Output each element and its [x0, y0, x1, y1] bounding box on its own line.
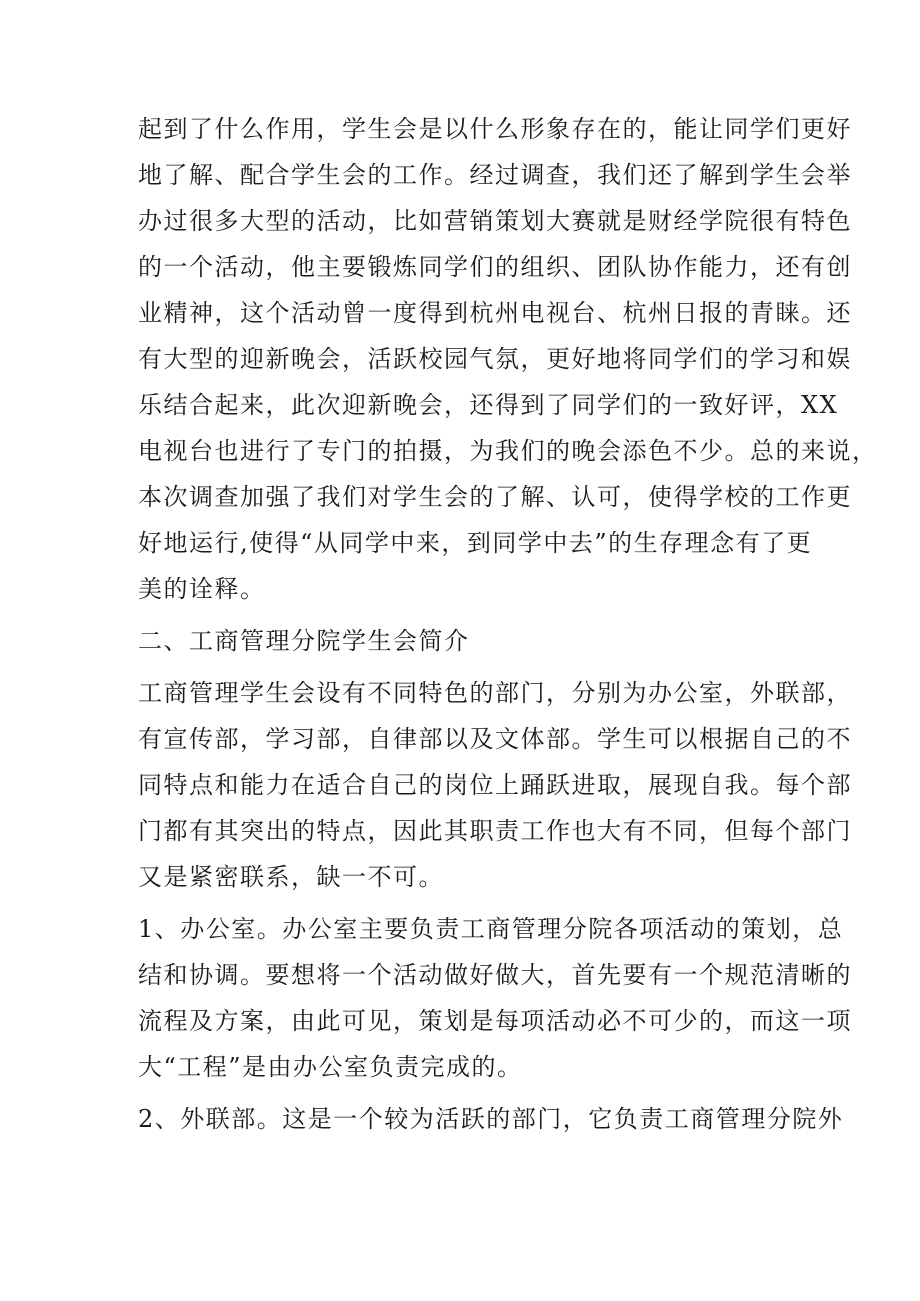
text-line: 美的诠释。 [138, 575, 266, 603]
text-line: 门都有其突出的特点，因此其职责工作也大有不同，但每个部门 [138, 817, 852, 845]
paragraph-office-dept [138, 906, 852, 1090]
text-line: 有大型的迎新晚会，活跃校园气氛，更好地将同学们的学习和娱 [138, 345, 852, 373]
text-line: 结和协调。要想将一个活动做好做大，首先要有一个规范清晰的 [138, 961, 852, 989]
text-line: 本次调查加强了我们对学生会的了解、认可，使得学校的工作更 [138, 483, 852, 511]
text-line: 电视台也进行了专门的拍摄，为我们的晚会添色不少。总的来说， [138, 437, 878, 465]
text-line: 业精神，这个活动曾一度得到杭州电视台、杭州日报的青睐。还 [138, 299, 852, 327]
text-line: 大“工程”是由办公室负责完成的。 [138, 1053, 523, 1081]
text-line: 工商管理学生会设有不同特色的部门，分别为办公室，外联部， [138, 679, 852, 707]
text-line: 地了解、配合学生会的工作。经过调查，我们还了解到学生会举 [138, 161, 852, 189]
paragraph-intro-summary [138, 106, 878, 612]
text-line: 1、办公室。办公室主要负责工商管理分院各项活动的策划，总 [138, 915, 844, 943]
heading-text: 二、工商管理分院学生会简介 [138, 627, 470, 655]
paragraph-liaison-dept [138, 1096, 844, 1142]
text-line: 又是紧密联系，缺一不可。 [138, 863, 444, 891]
section-heading [138, 618, 798, 664]
text-line: 办过很多大型的活动，比如营销策划大赛就是财经学院很有特色 [138, 207, 852, 235]
text-line: 2、外联部。这是一个较为活跃的部门，它负责工商管理分院外 [138, 1105, 844, 1133]
text-line: 同特点和能力在适合自己的岗位上踊跃进取，展现自我。每个部 [138, 771, 852, 799]
paragraph-departments-overview [138, 670, 852, 900]
document-body [138, 106, 878, 1148]
text-line: 起到了什么作用，学生会是以什么形象存在的，能让同学们更好 [138, 115, 852, 143]
text-line: 流程及方案，由此可见，策划是每项活动必不可少的，而这一项 [138, 1007, 852, 1035]
text-line: 乐结合起来，此次迎新晚会，还得到了同学们的一致好评，XX [138, 391, 839, 419]
text-line: 有宣传部，学习部，自律部以及文体部。学生可以根据自己的不 [138, 725, 852, 753]
text-line: 好地运行,使得“从同学中来，到同学中去”的生存理念有了更 [138, 529, 813, 557]
text-line: 的一个活动，他主要锻炼同学们的组织、团队协作能力，还有创 [138, 253, 852, 281]
